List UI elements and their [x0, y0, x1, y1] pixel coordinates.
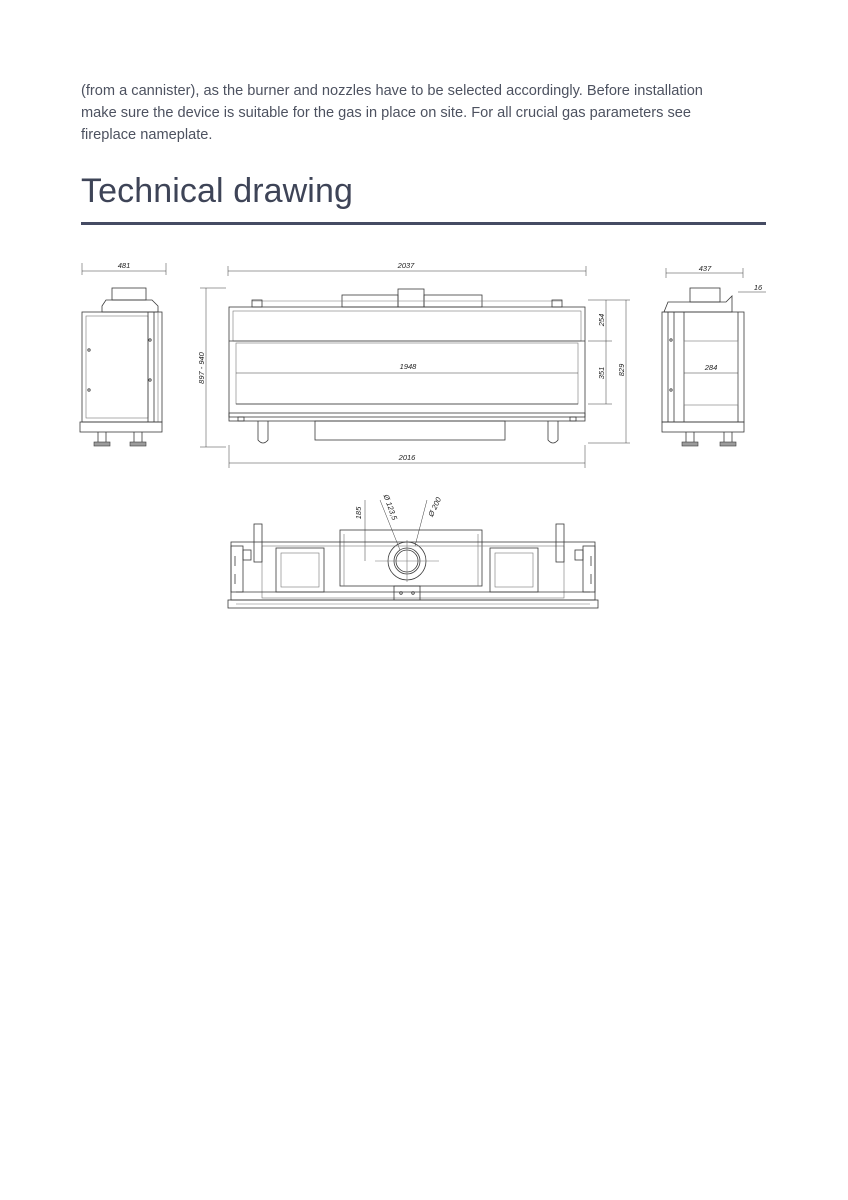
intro-line: fireplace nameplate.	[81, 127, 213, 143]
left-side-view	[80, 261, 166, 446]
dim-glass-width: 1948	[399, 362, 417, 371]
dim-right-width: 437	[698, 264, 712, 273]
right-side-view	[662, 264, 766, 446]
section-title: Technical drawing	[81, 172, 353, 210]
top-view	[228, 492, 598, 608]
dim-flue-outer: Ø 200	[426, 495, 444, 519]
dim-base-width: 2016	[398, 453, 416, 462]
dim-total-height: 829	[617, 363, 626, 377]
dim-front-height-range: 897 - 940	[197, 352, 206, 384]
dim-glass-height: 351	[597, 366, 606, 380]
dim-left-width: 481	[117, 261, 131, 270]
dim-flue-inner: Ø 123,5	[381, 493, 400, 522]
dim-right-offset: 16	[753, 283, 763, 292]
dim-front-width: 2037	[397, 261, 415, 270]
front-view	[197, 261, 630, 468]
dim-top-view-depth: 185	[354, 506, 363, 520]
intro-line: make sure the device is suitable for the gas in place on site. For all crucial gas parameters see	[81, 105, 691, 121]
intro-line: (from a cannister), as the burner and nozzles have to be selected accordingly. Before installation	[81, 83, 703, 99]
dim-side-glass: 284	[704, 363, 718, 372]
dim-top-offset: 254	[597, 313, 606, 327]
